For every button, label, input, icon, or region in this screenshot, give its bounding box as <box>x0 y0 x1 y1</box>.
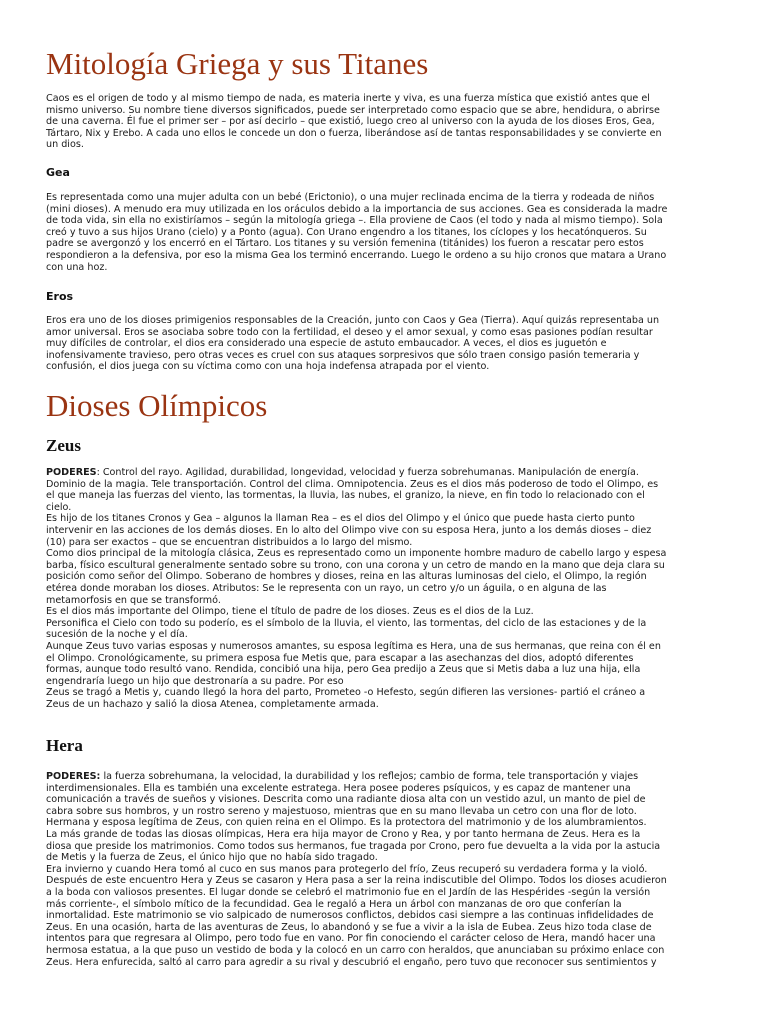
hera-line: La más grande de todas las diosas olímpicas, Hera era hija mayor de Crono y Rea, y por tanto hermana de Zeus. Hera es la <box>46 828 641 840</box>
hera-line: intentos para que regresara al Olimpo, pero todo fue en vano. Por fin conociendo el carácter celoso de Hera, mandó hacer una <box>46 933 656 945</box>
hera-line: comunicación a través de sueños y visiones. Descrita como una radiante diosa alta con un vestido azul, un manto de piel de <box>46 794 646 806</box>
zeus-line: Es el dios más importante del Olimpo, tiene el título de padre de los dioses. Zeus es el dios de la Luz. <box>46 606 534 618</box>
eros-line: Eros era uno de los dioses primigenios responsables de la Creación, junto con Caos y Gea (Tierra). Aquí quizás representaba un <box>46 315 660 326</box>
zeus-line: Dominio de la magia. Tele transportación. Control del clima. Omnipotencia. Zeus es el dios más poderoso de todo el Olimpo, es <box>46 478 659 490</box>
hera-line: Zeus. En una ocasión, harta de las aventuras de Zeus, lo abandonó y se fue a vivir a la isla de Eubea. Zeus hizo toda clase de <box>46 921 652 933</box>
intro-line: de una caverna. Él fue el primer ser – por así decirlo – que existió, luego creo al universo con la ayuda de los dioses Eros, Gea, <box>46 116 655 128</box>
zeus-line: Como dios principal de la mitología clásica, Zeus es representado como un imponente hombre maduro de cabello largo y espesa <box>46 548 667 560</box>
hera-first-line <box>46 771 722 783</box>
gea-line: (mini dioses). A menudo era muy utilizada en los oráculos debido a la importancia de sus acciones. Gea es considerada la madre <box>46 203 668 215</box>
intro-paragraph <box>46 93 722 151</box>
hera-line: interdimensionales. Ella es también una excelente estratega. Hera posee poderes psíquicos, y es capaz de mantener una <box>46 782 631 794</box>
zeus-line: barba, físico escultural generalmente sentado sobre su trono, con una corona y un cetro de mando en la mano que deja clara su <box>46 559 665 571</box>
zeus-line: Personifica el Cielo con todo su poderío, es el símbolo de la lluvia, el viento, las tormentas, del ciclo de las estaciones y de la <box>46 617 647 629</box>
hera-line: inmortalidad. Este matrimonio se vio salpicado de numerosos conflictos, debidos casi siempre a las continuas infidelidades de <box>46 910 654 922</box>
hera-powers-label: PODERES: <box>46 771 101 782</box>
gea-line: padre se avergonzó y los encerró en el Tártaro. Los titanes y su versión femenina (titánides) los fueron a rescatar pero estos <box>46 238 644 250</box>
zeus-line: intervenir en las acciones de los demás dioses. En lo alto del Olimpo vive con su esposa Hera, junto a los demás dioses – diez <box>46 524 652 536</box>
hera-line: hermosa estatua, a la que puso un vestido de boda y la colocó en un carro con heraldos, que anunciaban su próximo enlace con <box>46 944 665 956</box>
hera-line: a la boda con valiosos presentes. El lugar donde se celebró el matrimonio fue en el Jardín de las Hespérides -según la versión <box>46 886 651 898</box>
hera-line: Zeus. Hera enfurecida, saltó al carro para agredir a su rival y descubrió el engaño, pero tuvo que reconocer sus sentimientos y <box>46 956 657 968</box>
intro-line: mismo universo. Su nombre tiene diversos significados, puede ser interpretado como espacio que se abre, hendidura, o abrirse <box>46 104 660 116</box>
gea-line: con una hoz. <box>46 261 108 273</box>
section-title-titanes: Mitología Griega y sus Titanes <box>46 46 429 81</box>
zeus-first-line-text: : Control del rayo. Agilidad, durabilidad, longevidad, velocidad y fuerza sobrehumanas. Manipulación de energía. <box>96 467 639 478</box>
zeus-line: Zeus se tragó a Metis y, cuando llegó la hora del parto, Prometeo -o Hefesto, según difieren las versiones- partió el cráneo a <box>46 687 646 699</box>
gea-line: respondieron a la defensiva, por eso la misma Gea los terminó encerrando. Luego le ordeno a su hijo cronos que matara a Urano <box>46 249 667 261</box>
zeus-line: Es hijo de los titanes Cronos y Gea – algunos la llaman Rea – es el dios del Olimpo y el único que puede hasta cierto punto <box>46 513 635 525</box>
intro-line: Caos es el origen de todo y al mismo tiempo de nada, es materia inerte y viva, es una fuerza mística que existió antes que el <box>46 93 650 104</box>
hera-first-line-text: la fuerza sobrehumana, la velocidad, la durabilidad y los reflejos; cambio de forma, tele transportación y viajes <box>100 771 639 782</box>
zeus-line: Aunque Zeus tuvo varias esposas y numerosos amantes, su esposa legítima es Hera, una de sus hermanas, que reina con él en <box>46 640 661 652</box>
hera-line: de Metis y la fuerza de Zeus, el único hijo que no había sido tragado. <box>46 852 378 864</box>
zeus-line: engendraría luego un hijo que destronaría a su padre. Por eso <box>46 675 344 687</box>
zeus-line: el que maneja las fuerzas del viento, las tormentas, la lluvia, las nubes, el granizo, la nieve, en fin todo lo relacionado con el <box>46 490 645 502</box>
zeus-line: posición como señor del Olimpo. Soberano de hombres y dioses, reina en las alturas luminosas del cielo, el Olimpo, la región <box>46 571 647 583</box>
section-title-olimpicos: Dioses Olímpicos <box>46 388 268 423</box>
zeus-powers-label: PODERES <box>46 467 97 478</box>
zeus-line: Zeus de un hachazo y salió la diosa Atenea, completamente armada. <box>46 698 379 710</box>
intro-line: un dios. <box>46 139 84 151</box>
hera-line: Hermana y esposa legítima de Zeus, con quien reina en el Olimpo. Es la protectora del matrimonio y de los alumbramientos. <box>46 817 647 829</box>
hera-line: Después de este encuentro Hera y Zeus se casaron y Hera pasa a ser la reina indiscutible del Olimpo. Todos los dioses acudieron <box>46 875 667 887</box>
zeus-line: etérea donde moraban los dioses. Atributos: Se le representa con un rayo, un cetro y/o un águila, o en alguna de las <box>46 582 607 594</box>
heading-eros: Eros <box>46 290 74 303</box>
zeus-line: cielo. <box>46 501 72 513</box>
eros-line: confusión, el dios juega con su víctima como con una hoja indefensa atrapada por el viento. <box>46 361 490 373</box>
hera-line: más corriente-, el símbolo mítico de la fecundidad. Gea le regaló a Hera un árbol con manzanas de oro que conferían la <box>46 898 622 910</box>
heading-gea: Gea <box>46 166 70 179</box>
zeus-first-line <box>46 467 722 479</box>
intro-line: Tártaro, Nix y Erebo. A cada uno ellos le concede un don o fuerza, liberándose así de tantas responsabilidades y se convierte en <box>46 127 662 139</box>
hera-line: diosa que preside los matrimonios. Como todos sus hermanos, fue tragada por Crono, pero fue devuelta a la vida por la astucia <box>46 840 661 852</box>
gea-paragraph <box>46 192 722 273</box>
eros-line: amor universal. Eros se asociaba sobre todo con la fertilidad, el deseo y el amor sexual, y como esas pasiones podían resultar <box>46 326 653 338</box>
zeus-line: formas, aunque todo resultó vano. Rendida, concibió una hija, pero Gea predijo a Zeus que si Metis daba a luz una hija, ella <box>46 664 641 676</box>
gea-line: de toda vida, sin ella no existiríamos – según la mitología griega –. Ella proviene de Caos (el todo y nada al mismo tiempo). Sola <box>46 215 663 227</box>
hera-line: Era invierno y cuando Hera tomó al cuco en sus manos para protegerlo del frío, Zeus recuperó su verdadera forma y la violó. <box>46 863 648 875</box>
zeus-line: (10) para ser exactos – que se encuentran distribuidos a lo largo del mismo. <box>46 536 413 548</box>
zeus-paragraph <box>46 467 722 710</box>
gea-line: Es representada como una mujer adulta con un bebé (Erictonio), o una mujer reclinada encima de la tierra y rodeada de niños <box>46 192 655 203</box>
heading-hera: Hera <box>46 736 83 755</box>
zeus-line: sucesión de la noche y el día. <box>46 629 188 641</box>
zeus-line: metamorfosis en que se transformó. <box>46 594 221 606</box>
eros-paragraph <box>46 315 722 373</box>
hera-line: cabra sobre sus hombros, y un rostro sereno y majestuoso, mientras que en su mano llevaba un cetro con una flor de loto. <box>46 805 637 817</box>
zeus-line: el Olimpo. Cronológicamente, su primera esposa fue Metis que, para escapar a las asechanzas del dios, adoptó diferentes <box>46 652 634 664</box>
eros-line: inofensivamente travieso, pero otras veces es cruel con sus ataques sorpresivos que sólo traen consigo pasión temeraria y <box>46 349 640 361</box>
hera-paragraph <box>46 771 722 968</box>
eros-line: muy difíciles de controlar, el dios era considerado una especie de astuto embaucador. A veces, el dios es juguetón e <box>46 338 607 350</box>
heading-zeus: Zeus <box>46 436 81 455</box>
gea-line: creó y tuvo a sus hijos Urano (cielo) y a Ponto (agua). Con Urano engendro a los titanes, los cíclopes y los hecatónqueros. Su <box>46 226 647 238</box>
